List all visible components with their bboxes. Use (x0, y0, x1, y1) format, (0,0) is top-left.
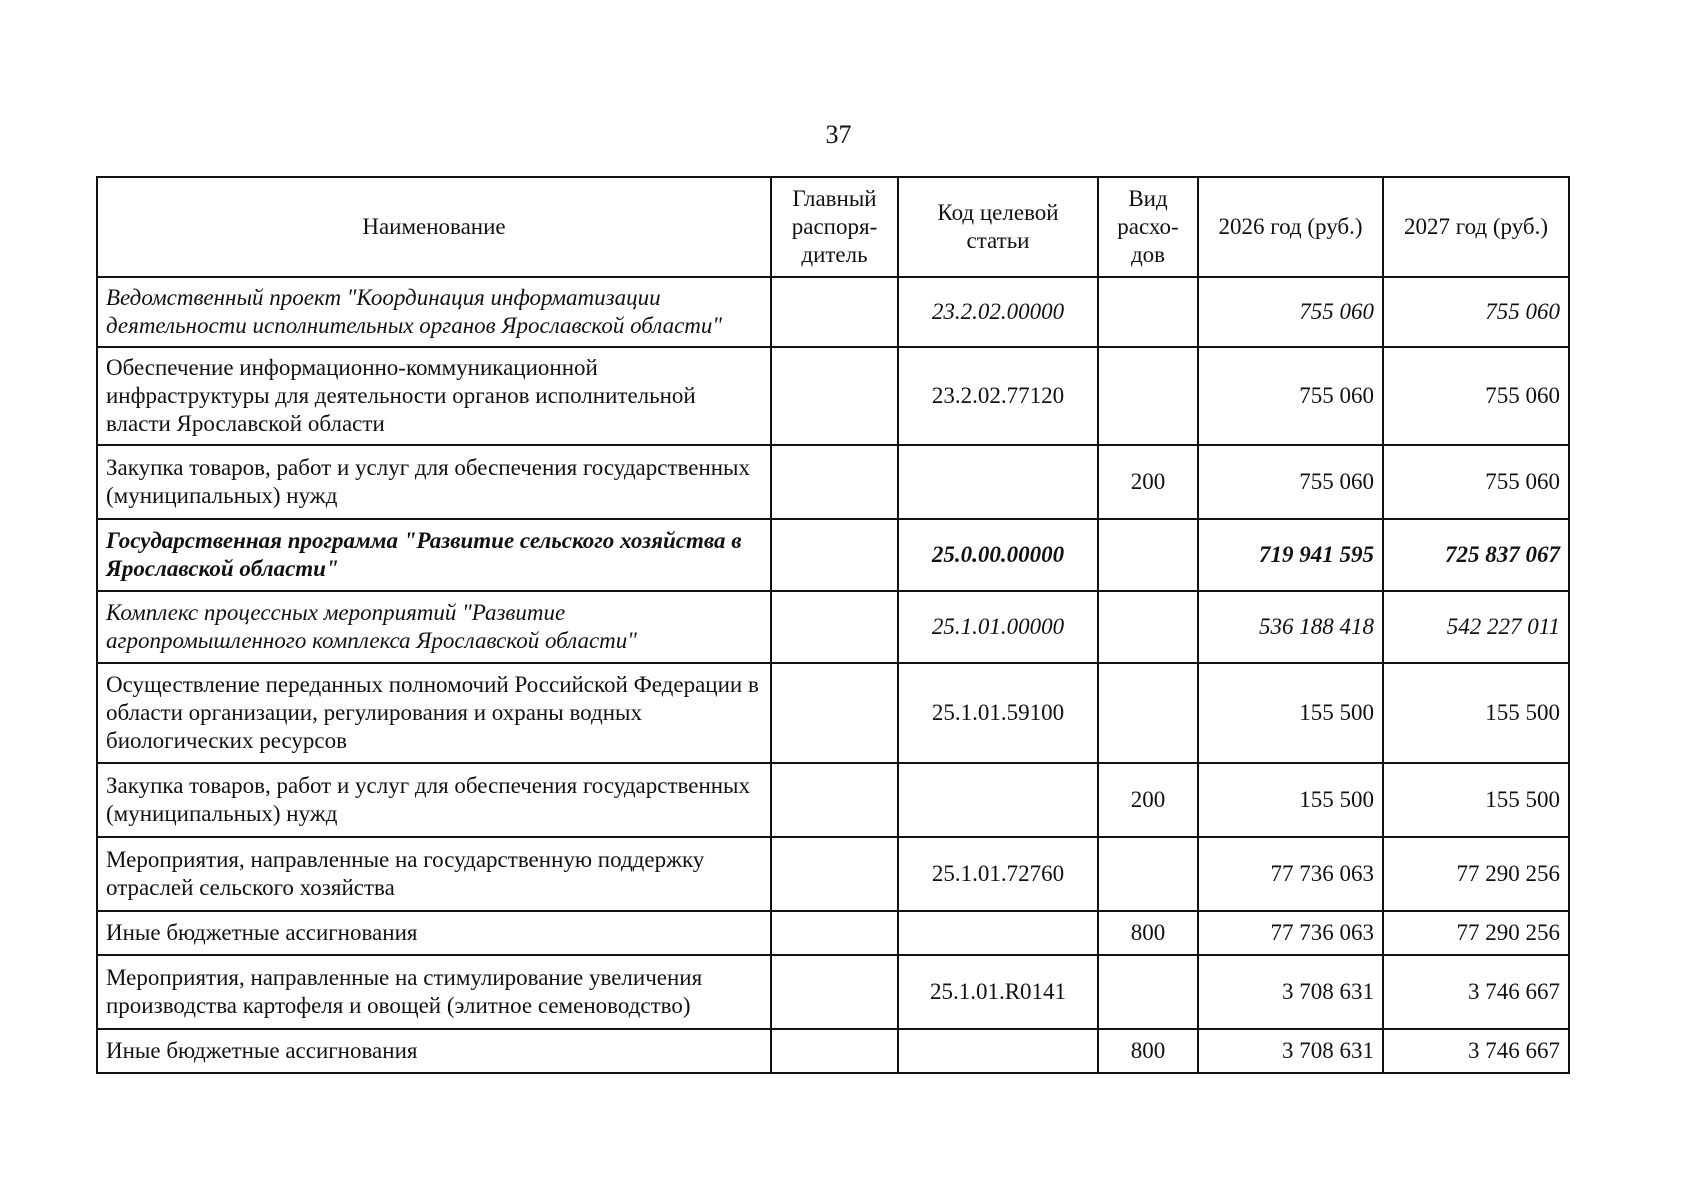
cell-year-2027: 77 290 256 (1383, 911, 1569, 955)
cell-expense-type (1098, 519, 1198, 591)
cell-expense-type (1098, 663, 1198, 763)
cell-year-2027: 725 837 067 (1383, 519, 1569, 591)
cell-year-2027: 77 290 256 (1383, 837, 1569, 911)
cell-name: Ведомственный проект "Координация информатизации деятельности исполнительных органов Ярославской области" (97, 277, 771, 347)
cell-year-2026: 719 941 595 (1198, 519, 1383, 591)
table-row (97, 347, 1569, 445)
cell-target-code: 25.1.01.72760 (898, 837, 1098, 911)
cell-name: Закупка товаров, работ и услуг для обеспечения государственных (муниципальных) нужд (97, 763, 771, 837)
cell-year-2027: 155 500 (1383, 663, 1569, 763)
cell-year-2026: 155 500 (1198, 663, 1383, 763)
header-year-2026: 2026 год (руб.) (1198, 177, 1383, 277)
header-target-code: Код целевой статьи (898, 177, 1098, 277)
cell-year-2027: 755 060 (1383, 445, 1569, 519)
table-row (97, 1029, 1569, 1073)
cell-main-manager (771, 837, 898, 911)
header-expense-type: Вид расхо-дов (1098, 177, 1198, 277)
cell-expense-type (1098, 837, 1198, 911)
cell-main-manager (771, 445, 898, 519)
cell-year-2026: 755 060 (1198, 445, 1383, 519)
cell-main-manager (771, 911, 898, 955)
cell-target-code: 23.2.02.77120 (898, 347, 1098, 445)
cell-year-2027: 755 060 (1383, 347, 1569, 445)
cell-expense-type (1098, 347, 1198, 445)
cell-expense-type (1098, 277, 1198, 347)
cell-expense-type (1098, 591, 1198, 663)
cell-year-2027: 542 227 011 (1383, 591, 1569, 663)
cell-expense-type: 200 (1098, 763, 1198, 837)
cell-target-code (898, 763, 1098, 837)
cell-year-2027: 755 060 (1383, 277, 1569, 347)
cell-target-code (898, 911, 1098, 955)
cell-target-code: 25.1.01.R0141 (898, 955, 1098, 1029)
cell-target-code: 25.1.01.59100 (898, 663, 1098, 763)
table-row (97, 911, 1569, 955)
cell-name: Иные бюджетные ассигнования (97, 911, 771, 955)
cell-name: Государственная программа "Развитие сельского хозяйства в Ярославской области" (97, 519, 771, 591)
header-name: Наименование (97, 177, 771, 277)
cell-target-code (898, 445, 1098, 519)
cell-main-manager (771, 591, 898, 663)
table-row (97, 277, 1569, 347)
cell-year-2027: 3 746 667 (1383, 955, 1569, 1029)
cell-main-manager (771, 663, 898, 763)
table-row (97, 955, 1569, 1029)
table-row (97, 445, 1569, 519)
cell-year-2026: 77 736 063 (1198, 837, 1383, 911)
cell-target-code: 23.2.02.00000 (898, 277, 1098, 347)
table-row (97, 663, 1569, 763)
table-row (97, 763, 1569, 837)
table-row (97, 519, 1569, 591)
cell-name: Осуществление переданных полномочий Российской Федерации в области организации, регулирования и охраны водных биологических ресурсов (97, 663, 771, 763)
cell-name: Мероприятия, направленные на государственную поддержку отраслей сельского хозяйства (97, 837, 771, 911)
cell-expense-type (1098, 955, 1198, 1029)
cell-main-manager (771, 763, 898, 837)
page-number: 37 (825, 120, 852, 149)
table-row (97, 837, 1569, 911)
cell-year-2026: 77 736 063 (1198, 911, 1383, 955)
cell-name: Закупка товаров, работ и услуг для обеспечения государственных (муниципальных) нужд (97, 445, 771, 519)
cell-expense-type: 800 (1098, 1029, 1198, 1073)
cell-year-2027: 3 746 667 (1383, 1029, 1569, 1073)
cell-main-manager (771, 1029, 898, 1073)
table-header-row (97, 177, 1569, 277)
cell-name: Комплекс процессных мероприятий "Развитие агропромышленного комплекса Ярославской области" (97, 591, 771, 663)
cell-target-code: 25.1.01.00000 (898, 591, 1098, 663)
cell-name: Мероприятия, направленные на стимулирование увеличения производства картофеля и овощей (элитное семеноводство) (97, 955, 771, 1029)
cell-year-2026: 755 060 (1198, 347, 1383, 445)
header-year-2027: 2027 год (руб.) (1383, 177, 1569, 277)
cell-year-2026: 536 188 418 (1198, 591, 1383, 663)
cell-expense-type: 800 (1098, 911, 1198, 955)
cell-main-manager (771, 519, 898, 591)
cell-main-manager (771, 277, 898, 347)
cell-year-2026: 155 500 (1198, 763, 1383, 837)
cell-year-2026: 755 060 (1198, 277, 1383, 347)
cell-year-2027: 155 500 (1383, 763, 1569, 837)
cell-year-2026: 3 708 631 (1198, 955, 1383, 1029)
cell-target-code: 25.0.00.00000 (898, 519, 1098, 591)
table-row (97, 591, 1569, 663)
cell-name: Иные бюджетные ассигнования (97, 1029, 771, 1073)
cell-target-code (898, 1029, 1098, 1073)
cell-main-manager (771, 955, 898, 1029)
cell-expense-type: 200 (1098, 445, 1198, 519)
budget-table (96, 176, 1570, 1074)
cell-year-2026: 3 708 631 (1198, 1029, 1383, 1073)
cell-main-manager (771, 347, 898, 445)
cell-name: Обеспечение информационно-коммуникационной инфраструктуры для деятельности органов исполнительной власти Ярославской области (97, 347, 771, 445)
header-main-manager: Главный распоря-дитель (771, 177, 898, 277)
